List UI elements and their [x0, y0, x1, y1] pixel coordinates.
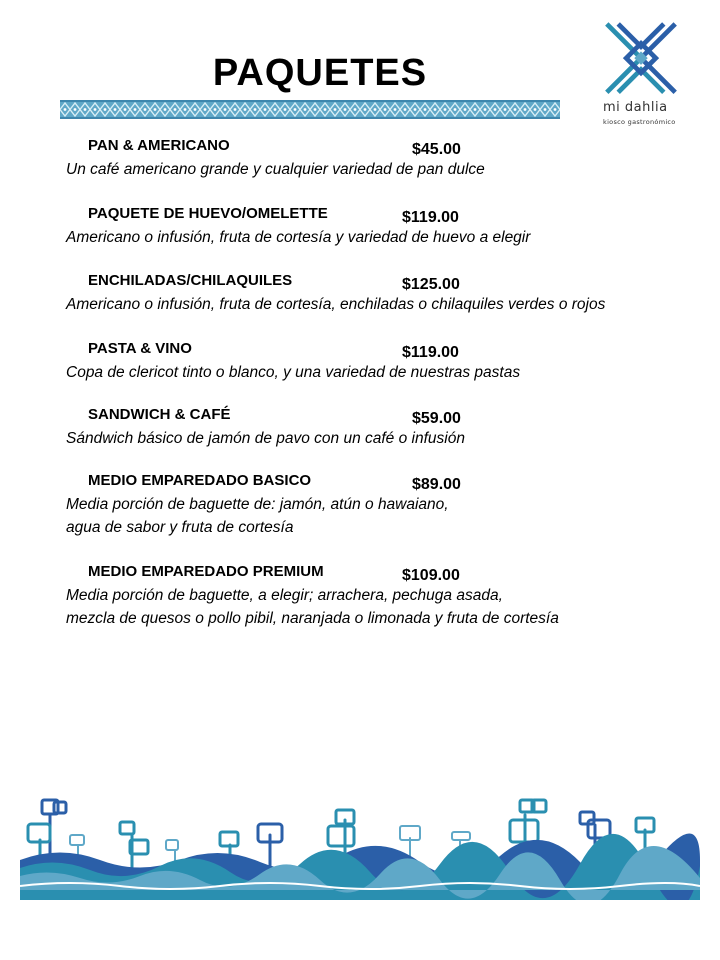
- item-description: [66, 361, 520, 384]
- item-price: $119.00: [402, 344, 459, 361]
- description-line: mezcla de quesos o pollo pibil, naranjada o limonada y fruta de cortesía: [66, 610, 559, 627]
- description-line: Media porción de baguette, a elegir; arrachera, pechuga asada,: [66, 587, 503, 604]
- cactus-icon: [120, 822, 148, 870]
- item-price: $125.00: [402, 276, 460, 293]
- item-description: [66, 226, 530, 249]
- item-name: SANDWICH & CAFÉ: [88, 406, 231, 423]
- item-description: [66, 158, 485, 181]
- item-description: [66, 584, 559, 630]
- brand-name: mi dahlia: [603, 100, 668, 115]
- description-line: Sándwich básico de jamón de pavo con un café o infusión: [66, 430, 465, 447]
- item-name: PAQUETE DE HUEVO/OMELETTE: [88, 205, 328, 222]
- item-description: [66, 493, 449, 539]
- item-name: PASTA & VINO: [88, 340, 192, 357]
- item-description: [66, 293, 605, 316]
- brand-tagline: kiosco gastronómico: [603, 118, 676, 126]
- page-title: PAQUETES: [212, 52, 428, 94]
- item-price: $119.00: [402, 209, 459, 226]
- item-price: $109.00: [402, 567, 460, 584]
- decorative-footer-illustration: [20, 790, 700, 900]
- description-line: Copa de clericot tinto o blanco, y una variedad de nuestras pastas: [66, 364, 521, 381]
- item-name: ENCHILADAS/CHILAQUILES: [88, 272, 293, 289]
- item-name: MEDIO EMPAREDADO PREMIUM: [88, 563, 324, 580]
- description-line: Un café americano grande y cualquier variedad de pan dulce: [66, 161, 485, 178]
- item-price: $59.00: [412, 410, 461, 427]
- item-name: MEDIO EMPAREDADO BASICO: [88, 472, 312, 489]
- description-line: agua de sabor y fruta de cortesía: [66, 519, 294, 536]
- item-description: [66, 427, 465, 450]
- decorative-band: [60, 100, 560, 119]
- description-line: Media porción de baguette de: jamón, atún o hawaiano,: [66, 496, 449, 513]
- item-price: $89.00: [412, 476, 461, 493]
- item-price: $45.00: [412, 141, 461, 158]
- description-line: Americano o infusión, fruta de cortesía, enchiladas o chilaquiles verdes o rojos: [66, 296, 606, 313]
- brand-logo-icon: [603, 22, 679, 98]
- item-name: PAN & AMERICANO: [88, 137, 230, 154]
- description-line: Americano o infusión, fruta de cortesía y variedad de huevo a elegir: [66, 229, 531, 246]
